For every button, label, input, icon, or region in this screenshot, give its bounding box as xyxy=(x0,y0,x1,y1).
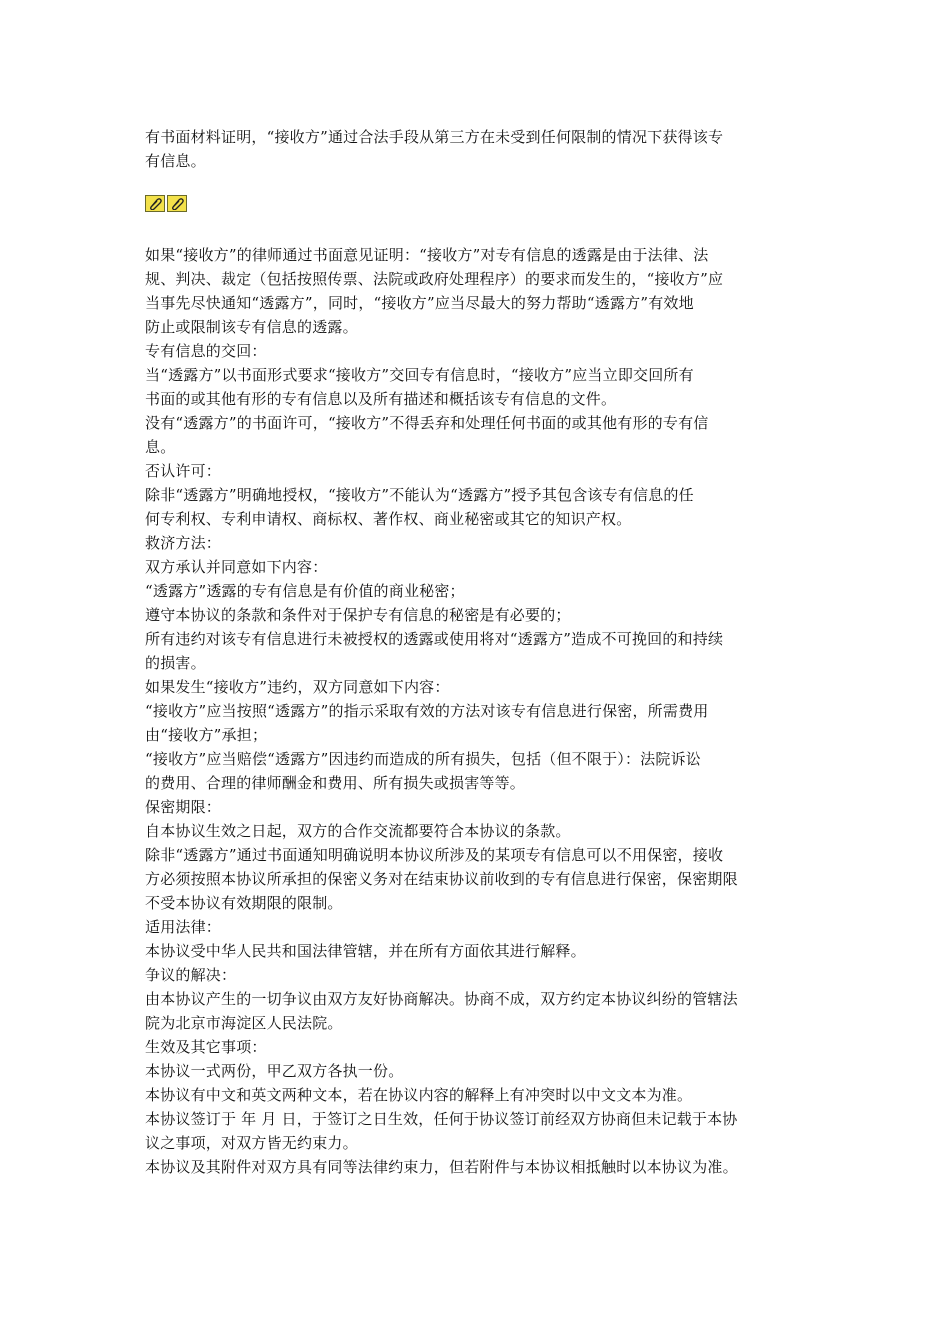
text-line: 救济方法： xyxy=(145,534,222,552)
text-line: “透露方”透露的专有信息是有价值的商业秘密； xyxy=(145,582,465,600)
text-line: 当“透露方”以书面形式要求“接收方”交回专有信息时，“接收方”应当立即交回所有 xyxy=(145,366,694,384)
text-line: 何专利权、专利申请权、商标权、著作权、商业秘密或其它的知识产权。 xyxy=(145,510,632,528)
text-line: 书面的或其他有形的专有信息以及所有描述和概括该专有信息的文件。 xyxy=(145,390,617,408)
text-line: 本协议签订于 年 月 日，于签订之日生效，任何于协议签订前经双方协商但未记载于本协 xyxy=(145,1110,738,1128)
text-line: 如果发生“接收方”违约，双方同意如下内容： xyxy=(145,678,450,696)
text-line: 双方承认并同意如下内容： xyxy=(145,558,328,576)
text-line: 如果“接收方”的律师通过书面意见证明：“接收方”对专有信息的透露是由于法律、法 xyxy=(145,246,709,264)
text-line: 防止或限制该专有信息的透露。 xyxy=(145,318,358,336)
text-line: 没有“透露方”的书面许可，“接收方”不得丢弃和处理任何书面的或其他有形的专有信 xyxy=(145,414,709,432)
text-line: 自本协议生效之日起，双方的合作交流都要符合本协议的条款。 xyxy=(145,822,571,840)
text-line: 保密期限： xyxy=(145,798,222,816)
text-line: 本协议及其附件对双方具有同等法律约束力，但若附件与本协议相抵触时以本协议为准。 xyxy=(145,1158,738,1176)
text-line: 息。 xyxy=(145,438,176,456)
text-line: 生效及其它事项： xyxy=(145,1038,267,1056)
text-line: 否认许可： xyxy=(145,462,222,480)
text-line: 有书面材料证明，“接收方”通过合法手段从第三方在未受到任何限制的情况下获得该专 xyxy=(145,128,724,146)
text-line: 争议的解决： xyxy=(145,966,237,984)
text-line: 除非“透露方”明确地授权，“接收方”不能认为“透露方”授予其包含该专有信息的任 xyxy=(145,486,694,504)
text-line: “接收方”应当按照“透露方”的指示采取有效的方法对该专有信息进行保密，所需费用 xyxy=(145,702,709,720)
text-line: 规、判决、裁定（包括按照传票、法院或政府处理程序）的要求而发生的，“接收方”应 xyxy=(145,270,724,288)
text-line: 当事先尽快通知“透露方”，同时，“接收方”应当尽最大的努力帮助“透露方”有效地 xyxy=(145,294,694,312)
text-line: 遵守本协议的条款和条件对于保护专有信息的秘密是有必要的； xyxy=(145,606,571,624)
text-line: “接收方”应当赔偿“透露方”因违约而造成的所有损失，包括（但不限于）：法院诉讼 xyxy=(145,750,701,768)
text-line: 不受本协议有效期限的限制。 xyxy=(145,894,343,912)
text-line: 本协议一式两份，甲乙双方各执一份。 xyxy=(145,1062,404,1080)
attachment-icon[interactable] xyxy=(167,195,187,212)
text-line: 的费用、合理的律师酬金和费用、所有损失或损害等等。 xyxy=(145,774,526,792)
text-line: 本协议受中华人民共和国法律管辖，并在所有方面依其进行解释。 xyxy=(145,942,586,960)
text-line: 由“接收方”承担； xyxy=(145,726,268,744)
text-line: 方必须按照本协议所承担的保密义务对在结束协议前收到的专有信息进行保密，保密期限 xyxy=(145,870,738,888)
attachment-icon[interactable] xyxy=(145,195,165,212)
text-line: 适用法律： xyxy=(145,918,222,936)
text-line: 有信息。 xyxy=(145,152,206,170)
body-text xyxy=(145,243,813,1179)
text-line: 议之事项，对双方皆无约束力。 xyxy=(145,1134,358,1152)
text-line: 所有违约对该专有信息进行未被授权的透露或使用将对“透露方”造成不可挽回的和持续 xyxy=(145,630,724,648)
text-line: 院为北京市海淀区人民法院。 xyxy=(145,1014,343,1032)
text-line: 专有信息的交回： xyxy=(145,342,267,360)
attachment-icons xyxy=(145,195,187,212)
text-line: 本协议有中文和英文两种文本，若在协议内容的解释上有冲突时以中文文本为准。 xyxy=(145,1086,693,1104)
text-line: 的损害。 xyxy=(145,654,206,672)
text-line: 除非“透露方”通过书面通知明确说明本协议所涉及的某项专有信息可以不用保密，接收 xyxy=(145,846,724,864)
text-line: 由本协议产生的一切争议由双方友好协商解决。协商不成，双方约定本协议纠纷的管辖法 xyxy=(145,990,738,1008)
top-paragraph xyxy=(145,125,813,173)
